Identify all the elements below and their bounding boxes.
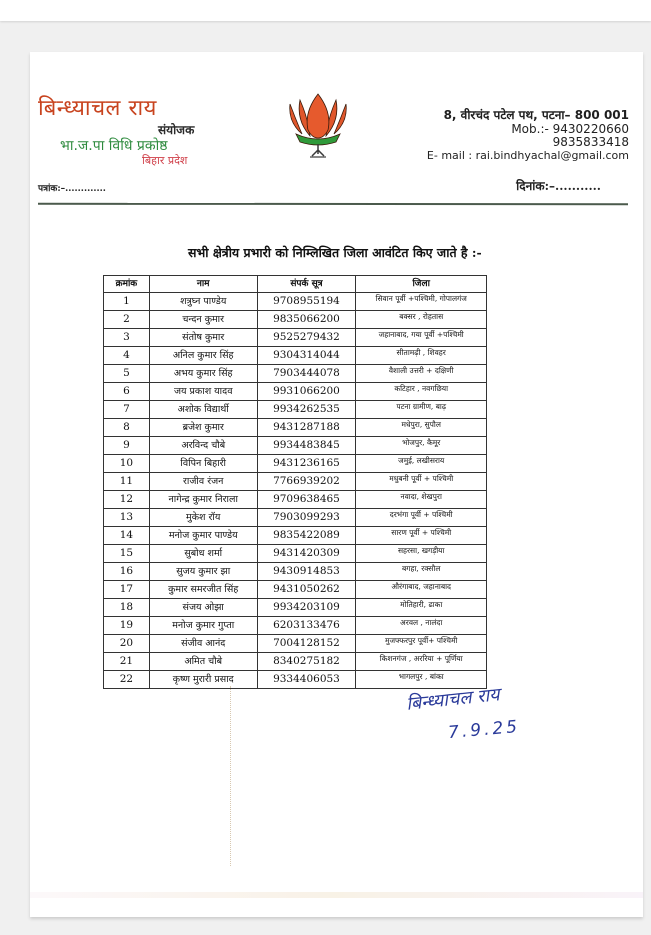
contact-cell: 9934483845: [257, 437, 356, 455]
name-cell: नागेन्द्र कुमार निराला: [149, 491, 257, 509]
serial-cell: 10: [104, 455, 150, 473]
contact-cell: 8340275182: [257, 653, 356, 671]
table-row: [104, 293, 487, 311]
letter-date: दिनांक:–...........: [516, 179, 601, 193]
district-cell: मुजफ्फरपुर पूर्वी+ पश्चिमी: [356, 635, 487, 653]
name-cell: चन्दन कुमार: [149, 311, 257, 329]
table-row: [104, 509, 487, 527]
district-cell: औरंगाबाद, जहानाबाद: [356, 581, 487, 599]
serial-cell: 19: [104, 617, 150, 635]
handwritten-signature: बिन्ध्याचल राय: [405, 684, 501, 715]
document-heading: सभी क्षेत्रीय प्रभारी को निम्लिखित जिला आवंटित किए जाते है :-: [188, 245, 482, 260]
lotus-icon: [282, 90, 354, 162]
name-cell: ब्रजेश कुमार: [149, 419, 257, 437]
table-row: [104, 599, 487, 617]
district-cell: मोतिहारी, ढाका: [356, 599, 487, 617]
district-cell: बक्सर , रोहतास: [356, 311, 487, 329]
name-cell: मनोज कुमार गुप्ता: [149, 617, 257, 635]
contact-cell: 9334406053: [257, 671, 356, 689]
serial-cell: 5: [104, 365, 150, 383]
letterhead-name: बिन्ध्याचल राय: [38, 96, 157, 121]
table-row: [104, 581, 487, 599]
table-row: [104, 311, 487, 329]
letterhead-organization: भा.ज.पा विधि प्रकोष्ठ: [60, 138, 168, 154]
name-cell: अमित चौबे: [149, 653, 257, 671]
serial-cell: 18: [104, 599, 150, 617]
serial-cell: 20: [104, 635, 150, 653]
contact-cell: 9709638465: [257, 491, 356, 509]
column-header-serial: क्रमांक: [104, 276, 150, 293]
district-cell: मधुबनी पूर्वी + पश्चिमी: [356, 473, 487, 491]
name-cell: मुकेश रॉय: [149, 509, 257, 527]
header-divider: [38, 203, 628, 205]
contact-cell: 9431236165: [257, 455, 356, 473]
column-header-district: जिला: [356, 276, 487, 293]
table-row: [104, 419, 487, 437]
district-cell: दरभंगा पूर्वी + पश्चिमी: [356, 509, 487, 527]
district-cell: सिवान पूर्वी +पश्चिमी, गोपालगंज: [356, 293, 487, 311]
contact-cell: 9835066200: [257, 311, 356, 329]
serial-cell: 17: [104, 581, 150, 599]
column-header-contact: संपर्क सूत्र: [257, 276, 356, 293]
table-row: [104, 635, 487, 653]
serial-cell: 8: [104, 419, 150, 437]
serial-cell: 6: [104, 383, 150, 401]
letterhead-mobile-1: Mob.:- 9430220660: [511, 122, 629, 136]
district-cell: सहरसा, खगड़ीया: [356, 545, 487, 563]
name-cell: विपिन बिहारी: [149, 455, 257, 473]
contact-cell: 9931066200: [257, 383, 356, 401]
name-cell: सुजय कुमार झा: [149, 563, 257, 581]
contact-cell: 9431420309: [257, 545, 356, 563]
table-header-row: [104, 276, 487, 293]
serial-cell: 9: [104, 437, 150, 455]
name-cell: अरविन्द चौबे: [149, 437, 257, 455]
serial-cell: 7: [104, 401, 150, 419]
contact-cell: 7903444078: [257, 365, 356, 383]
contact-cell: 6203133476: [257, 617, 356, 635]
serial-cell: 22: [104, 671, 150, 689]
serial-cell: 21: [104, 653, 150, 671]
district-cell: सीतामढ़ी , शिवहर: [356, 347, 487, 365]
contact-cell: 7903099293: [257, 509, 356, 527]
name-cell: अनिल कुमार सिंह: [149, 347, 257, 365]
serial-cell: 16: [104, 563, 150, 581]
serial-cell: 3: [104, 329, 150, 347]
district-cell: नवादा, शेखपुरा: [356, 491, 487, 509]
name-cell: अशोक विद्यार्थी: [149, 401, 257, 419]
name-cell: संजीव आनंद: [149, 635, 257, 653]
name-cell: राजीव रंजन: [149, 473, 257, 491]
column-header-name: नाम: [149, 276, 257, 293]
district-cell: बगहा, रक्सौल: [356, 563, 487, 581]
name-cell: जय प्रकाश यादव: [149, 383, 257, 401]
table-row: [104, 473, 487, 491]
reference-number: पत्रांक:–.............: [38, 184, 106, 194]
contact-cell: 9431287188: [257, 419, 356, 437]
table-row: [104, 671, 487, 689]
table-row: [104, 365, 487, 383]
table-row: [104, 347, 487, 365]
viewer-top-bar: [0, 0, 651, 21]
table-row: [104, 617, 487, 635]
district-cell: मधेपुरा, सुपौल: [356, 419, 487, 437]
contact-cell: 9304314044: [257, 347, 356, 365]
serial-cell: 14: [104, 527, 150, 545]
table-row: [104, 329, 487, 347]
contact-cell: 9835422089: [257, 527, 356, 545]
contact-cell: 7004128152: [257, 635, 356, 653]
table-row: [104, 455, 487, 473]
district-cell: पटना ग्रामीण, बाढ़: [356, 401, 487, 419]
table-row: [104, 401, 487, 419]
name-cell: कृष्ण मुरारी प्रसाद: [149, 671, 257, 689]
table-row: [104, 653, 487, 671]
table-row: [104, 527, 487, 545]
letterhead-state: बिहार प्रदेश: [142, 154, 188, 167]
serial-cell: 15: [104, 545, 150, 563]
contact-cell: 9525279432: [257, 329, 356, 347]
serial-cell: 12: [104, 491, 150, 509]
district-cell: जमुई, लखीसराय: [356, 455, 487, 473]
letterhead-mobile-2: 9835833418: [552, 135, 629, 149]
contact-cell: 9934262535: [257, 401, 356, 419]
contact-cell: 9431050262: [257, 581, 356, 599]
letterhead-address: 8, वीरचंद पटेल पथ, पटना– 800 001: [443, 108, 629, 122]
table-row: [104, 383, 487, 401]
letterhead-email: E- mail : rai.bindhyachal@gmail.com: [426, 149, 629, 162]
contact-cell: 9934203109: [257, 599, 356, 617]
serial-cell: 1: [104, 293, 150, 311]
district-cell: अरवल , नालंदा: [356, 617, 487, 635]
district-cell: वैशाली उत्तरी + दक्षिणी: [356, 365, 487, 383]
scan-artifact-band: [30, 892, 643, 898]
handwritten-date: 7.9.25: [447, 716, 521, 744]
district-cell: भोजपुर, कैमूर: [356, 437, 487, 455]
allocation-table: [103, 275, 487, 689]
table-row: [104, 545, 487, 563]
district-cell: कटिहार , नवगछिया: [356, 383, 487, 401]
district-cell: जहानाबाद, गया पूर्वी +पश्चिमी: [356, 329, 487, 347]
district-cell: किशनगंज , अररिया + पूर्णिया: [356, 653, 487, 671]
serial-cell: 2: [104, 311, 150, 329]
name-cell: संजय ओझा: [149, 599, 257, 617]
letterhead-designation: संयोजक: [158, 123, 195, 137]
serial-cell: 4: [104, 347, 150, 365]
contact-cell: 7766939202: [257, 473, 356, 491]
name-cell: संतोष कुमार: [149, 329, 257, 347]
district-cell: सारण पूर्वी + पश्चिमी: [356, 527, 487, 545]
name-cell: मनोज कुमार पाण्डेय: [149, 527, 257, 545]
table-row: [104, 437, 487, 455]
scan-artifact: [230, 686, 232, 866]
name-cell: अभय कुमार सिंह: [149, 365, 257, 383]
contact-cell: 9430914853: [257, 563, 356, 581]
table-row: [104, 563, 487, 581]
name-cell: कुमार समरजीत सिंह: [149, 581, 257, 599]
name-cell: शत्रुघ्न पाण्डेय: [149, 293, 257, 311]
district-cell: भागलपुर , बांका: [356, 671, 487, 689]
name-cell: सुबोध शर्मा: [149, 545, 257, 563]
table-row: [104, 491, 487, 509]
document-page: [30, 52, 643, 917]
serial-cell: 13: [104, 509, 150, 527]
serial-cell: 11: [104, 473, 150, 491]
contact-cell: 9708955194: [257, 293, 356, 311]
